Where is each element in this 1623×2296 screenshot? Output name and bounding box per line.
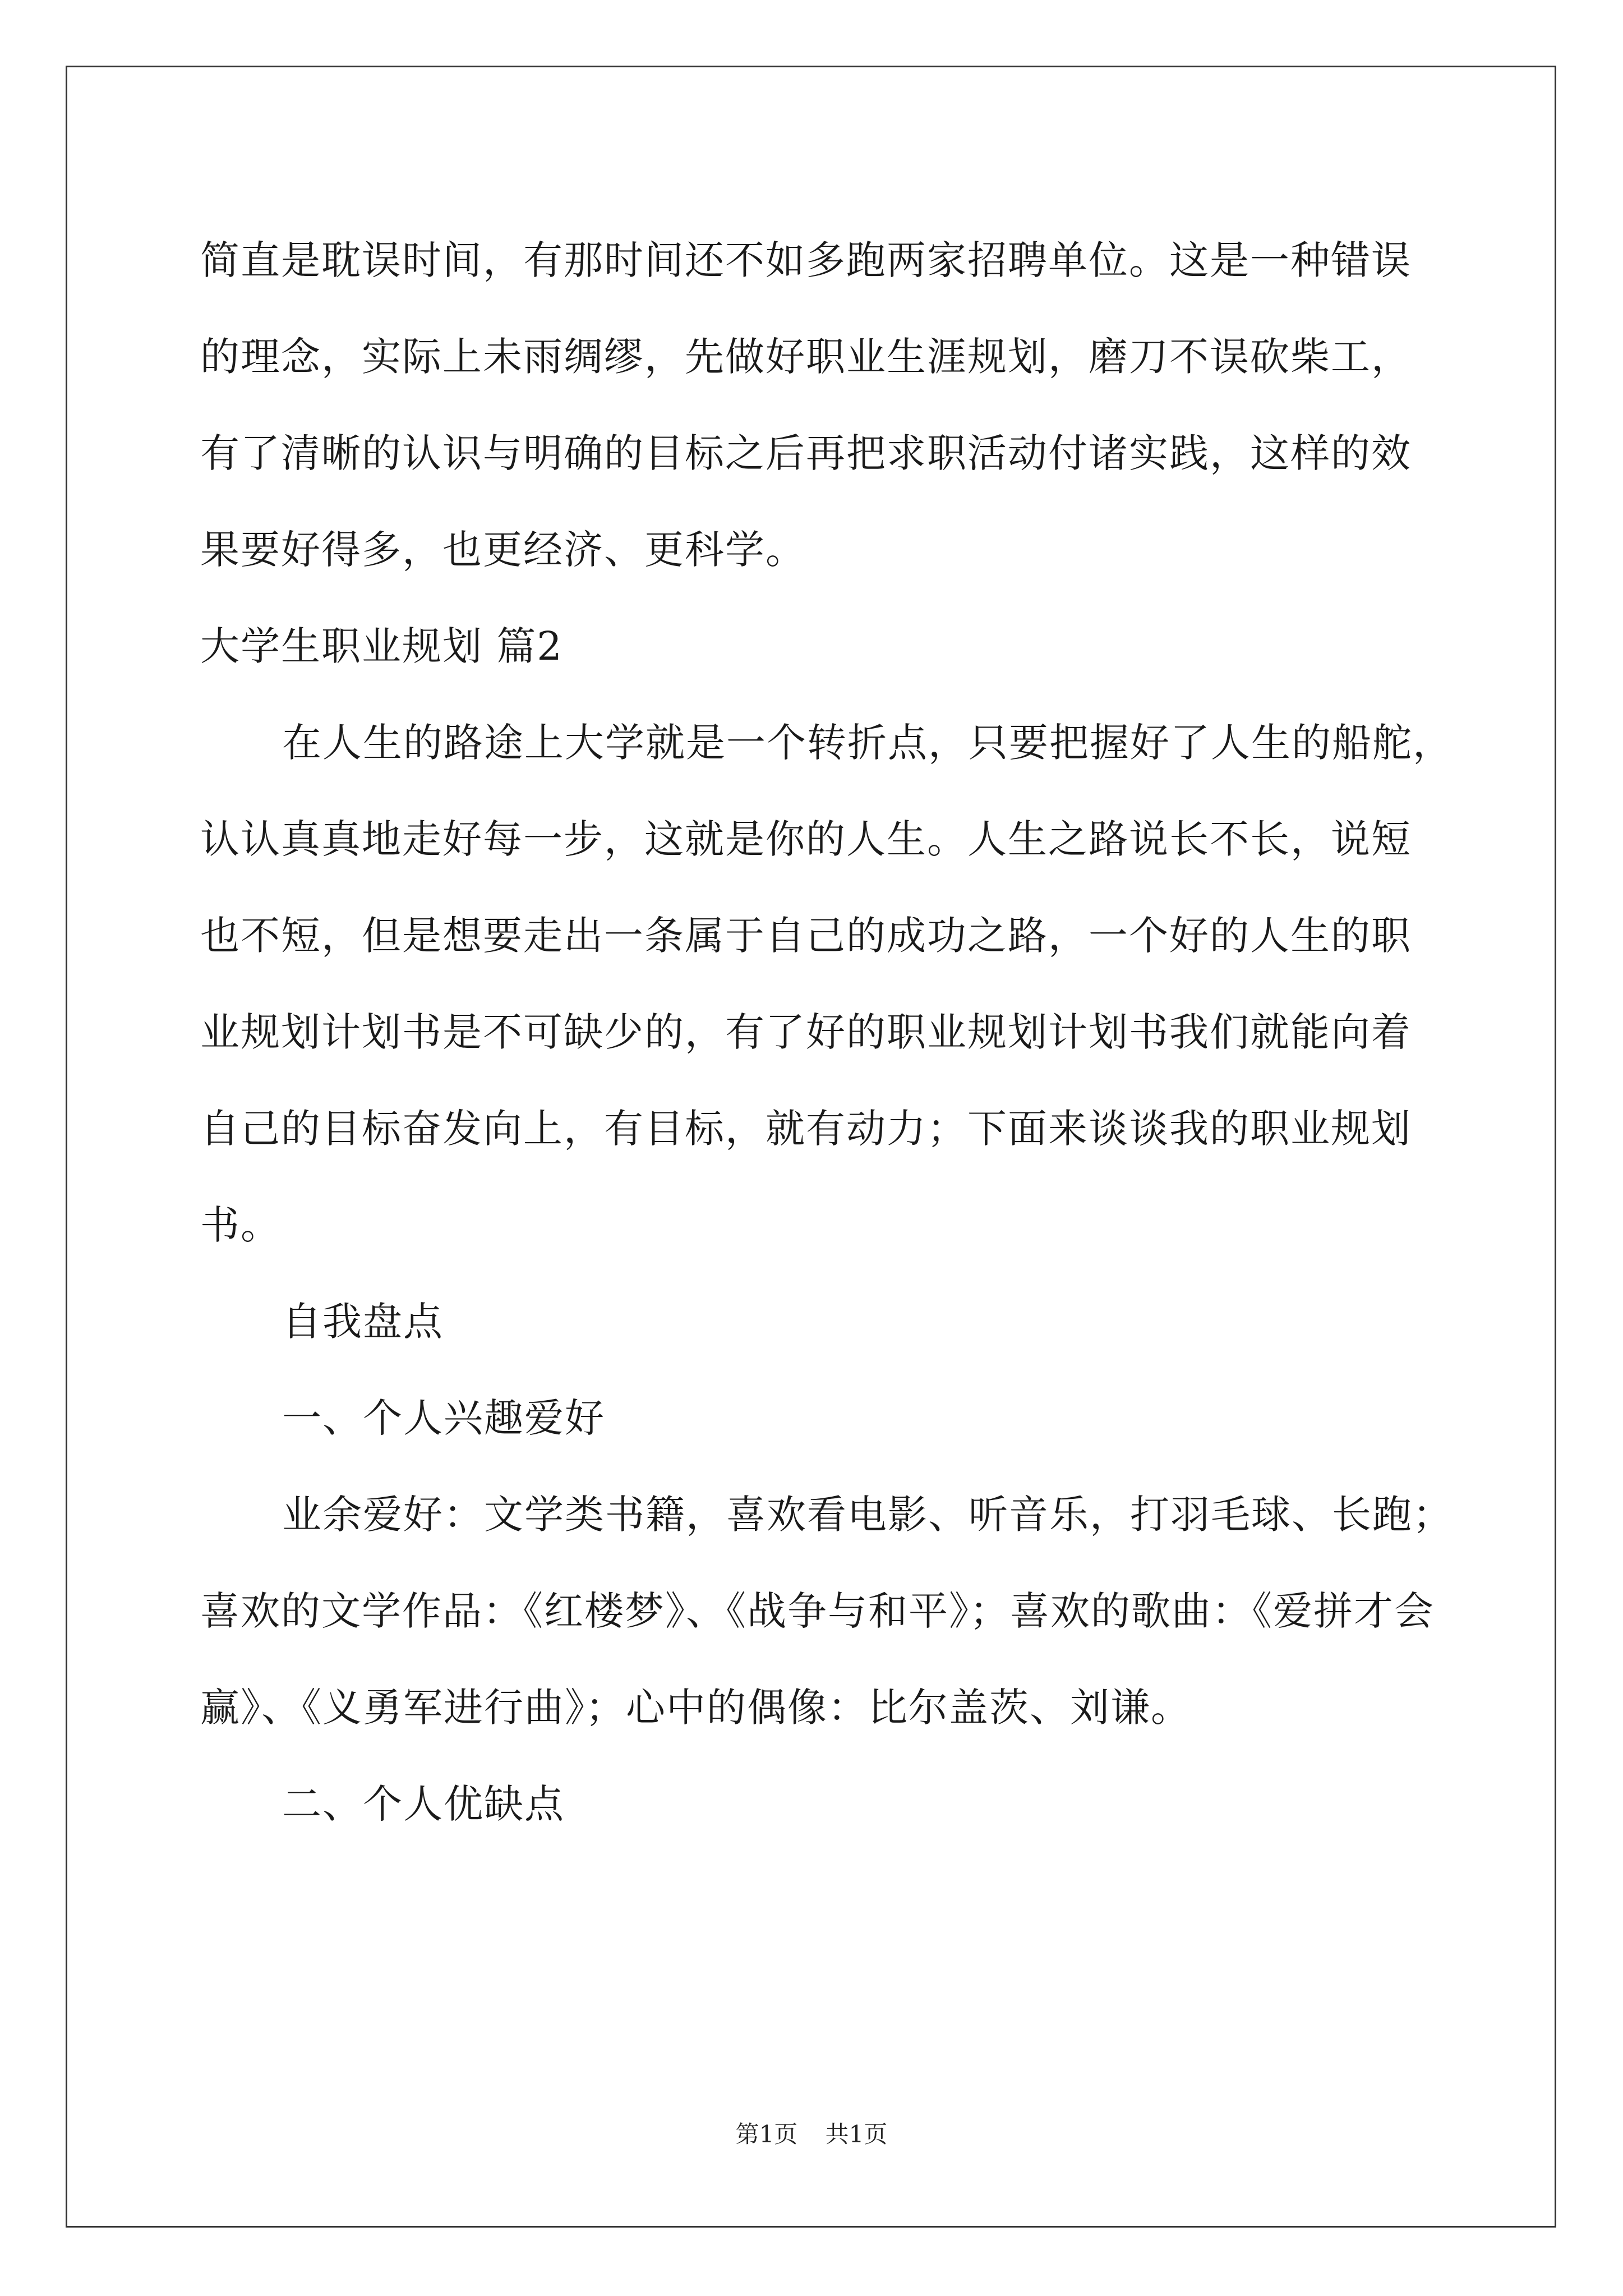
- subsection-heading: 自我盘点: [282, 1299, 444, 1345]
- document-body: [200, 212, 1453, 1852]
- paragraph-line: 书。: [200, 1202, 281, 1248]
- paragraph-line: 喜欢的文学作品：《红楼梦》、《战争与和平》；喜欢的歌曲：《爱拼才会: [200, 1588, 1435, 1634]
- paragraph-line: 认认真真地走好每一步，这就是你的人生。人生之路说长不长，说短: [200, 816, 1412, 862]
- paragraph-line: 自己的目标奋发向上，有目标，就有动力；下面来谈谈我的职业规划: [200, 1106, 1412, 1152]
- paragraph-line: 业规划计划书是不可缺少的，有了好的职业规划计划书我们就能向着: [200, 1009, 1412, 1055]
- section-heading: 大学生职业规划 篇2: [200, 623, 563, 669]
- paragraph-line: 的理念，实际上未雨绸缪，先做好职业生涯规划，磨刀不误砍柴工，: [200, 334, 1412, 380]
- paragraph-line: 也不短，但是想要走出一条属于自己的成功之路，一个好的人生的职: [200, 913, 1412, 959]
- page-number: 第1页: [735, 2120, 798, 2148]
- subsection-heading: 二、个人优缺点: [282, 1781, 565, 1827]
- paragraph-line: 在人生的路途上大学就是一个转折点，只要把握好了人生的船舵，: [282, 720, 1453, 766]
- paragraph-line: 赢》、《义勇军进行曲》；心中的偶像：比尔盖茨、刘谦。: [200, 1685, 1191, 1731]
- paragraph-line: 有了清晰的认识与明确的目标之后再把求职活动付诸实践，这样的效: [200, 430, 1412, 476]
- paragraph-line: 果要好得多，也更经济、更科学。: [200, 527, 806, 573]
- subsection-heading: 一、个人兴趣爱好: [282, 1395, 605, 1441]
- page-footer: [0, 2118, 1623, 2151]
- paragraph-line: 简直是耽误时间，有那时间还不如多跑两家招聘单位。这是一种错误: [200, 237, 1412, 283]
- paragraph-line: 业余爱好：文学类书籍，喜欢看电影、听音乐，打羽毛球、长跑；: [282, 1492, 1453, 1538]
- page-total: 共1页: [825, 2120, 888, 2148]
